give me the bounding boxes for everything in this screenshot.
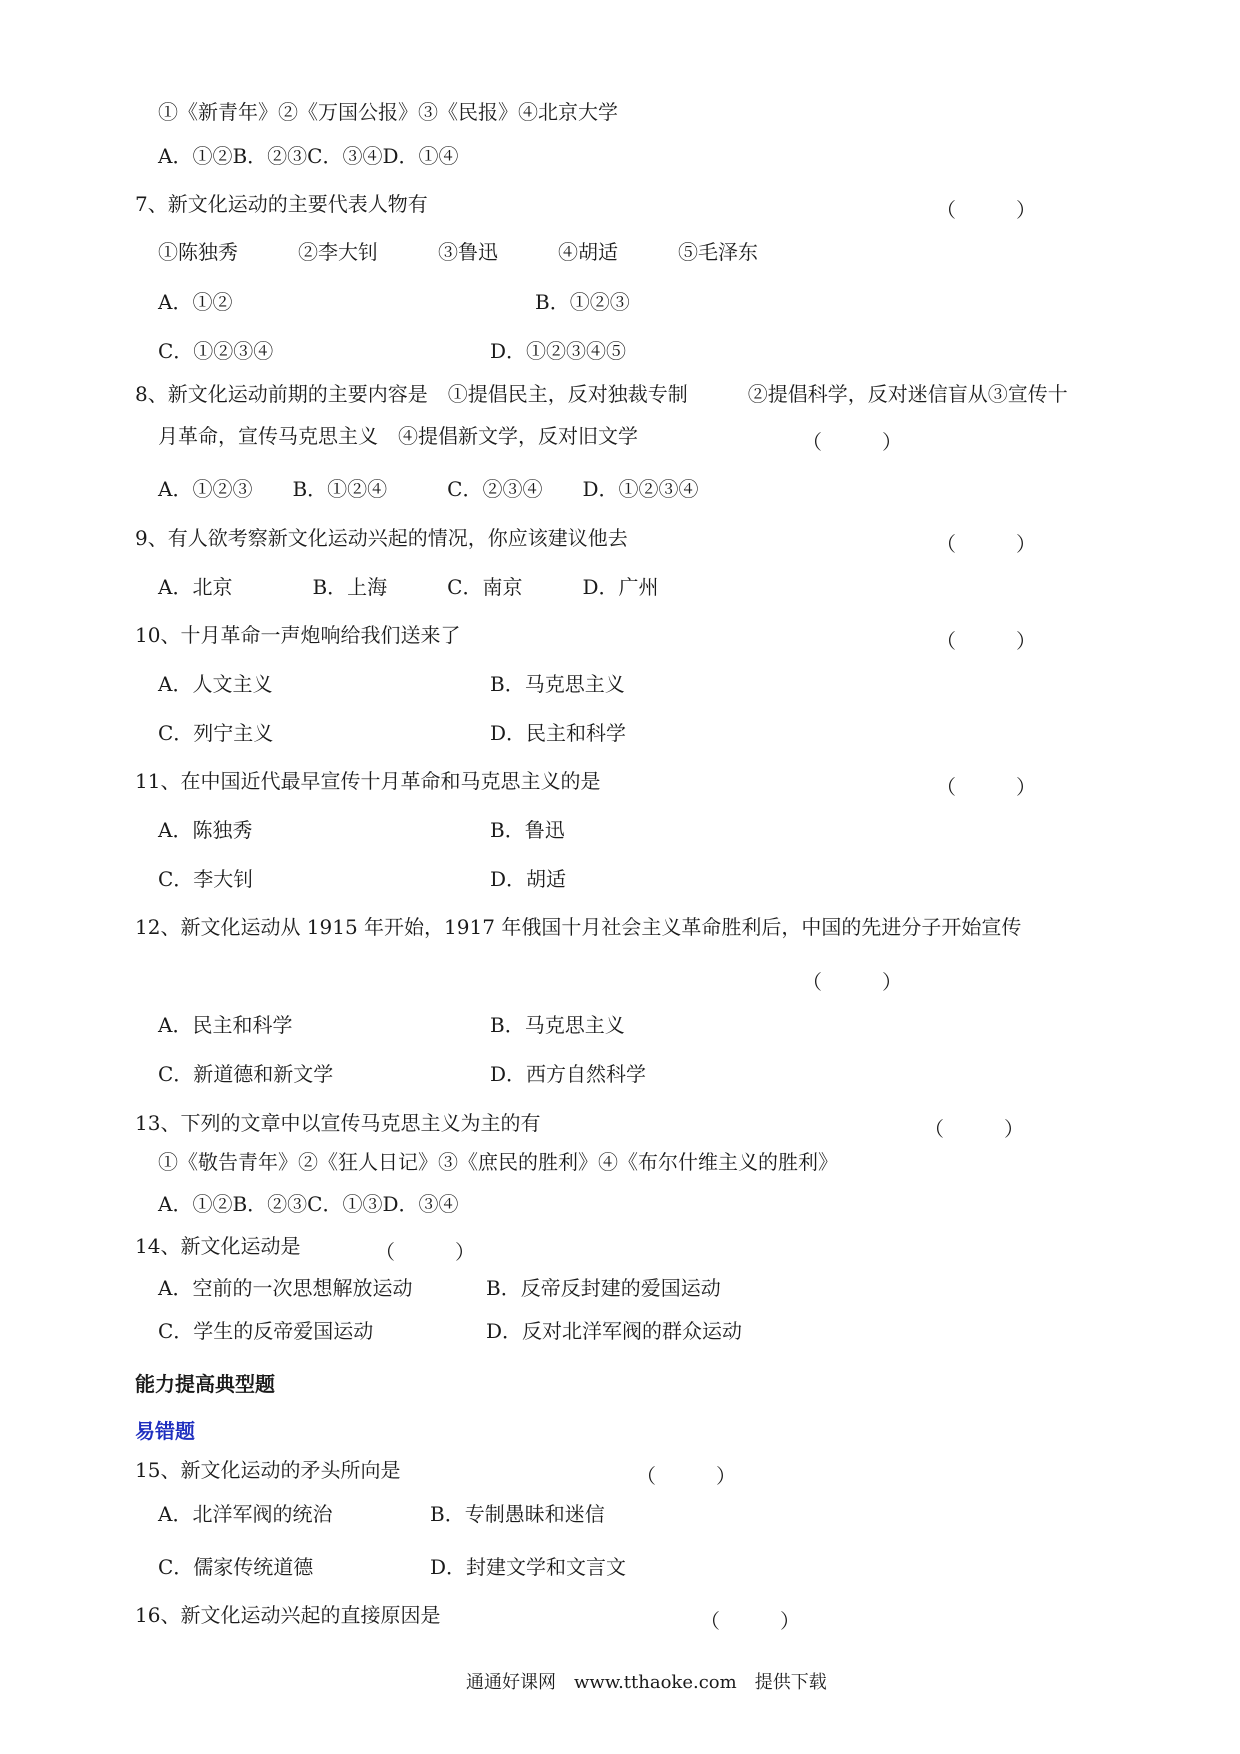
q14-option-c: C．学生的反帝爱国运动 — [158, 1319, 374, 1343]
q15-option-c: C．儒家传统道德 — [158, 1555, 314, 1579]
q12-option-a: A．民主和科学 — [158, 1013, 293, 1037]
q7-option-b: B．①②③ — [535, 290, 630, 314]
q12-option-b: B．马克思主义 — [490, 1013, 625, 1037]
q7-items: ①陈独秀 ②李大钊 ③鲁迅 ④胡适 ⑤毛泽东 — [158, 240, 758, 264]
q10-answer-blank: （ ） — [936, 629, 1036, 653]
q7-option-d: D．①②③④⑤ — [490, 339, 627, 363]
q13-items: ①《敬告青年》②《狂人日记》③《庶民的胜利》④《布尔什维主义的胜利》 — [158, 1150, 838, 1174]
q13-answer-blank: （ ） — [924, 1117, 1024, 1141]
q15-option-a: A．北洋军阀的统治 — [158, 1502, 333, 1526]
q8-answer-blank: （ ） — [802, 430, 902, 454]
q9-options: A．北京 B．上海 C．南京 D．广州 — [158, 575, 659, 599]
q13-stem: 13、下列的文章中以宣传马克思主义为主的有 — [135, 1111, 541, 1135]
q15-option-b: B．专制愚昧和迷信 — [430, 1502, 605, 1526]
subsection-heading: 易错题 — [135, 1419, 195, 1443]
q7-answer-blank: （ ） — [936, 198, 1036, 222]
q11-stem: 11、在中国近代最早宣传十月革命和马克思主义的是 — [135, 769, 601, 793]
q15-answer-blank: （ ） — [636, 1464, 736, 1488]
q10-option-a: A．人文主义 — [158, 672, 273, 696]
q6-options: A．①②B．②③C．③④D．①④ — [158, 144, 459, 168]
q8-stem-line2: 月革命，宣传马克思主义 ④提倡新文学，反对旧文学 — [158, 424, 638, 448]
q14-option-b: B．反帝反封建的爱国运动 — [486, 1276, 721, 1300]
q12-stem: 12、新文化运动从 1915 年开始，1917 年俄国十月社会主义革命胜利后，中国的先进分子开始宣传 — [135, 915, 1022, 939]
q11-option-b: B．鲁迅 — [490, 818, 565, 842]
q10-option-c: C．列宁主义 — [158, 721, 274, 745]
q9-answer-blank: （ ） — [936, 532, 1036, 556]
q10-option-d: D．民主和科学 — [490, 721, 627, 745]
q8-stem-line1: 8、新文化运动前期的主要内容是 ①提倡民主，反对独裁专制 ②提倡科学，反对迷信盲从③宣传十 — [135, 382, 1068, 406]
q12-answer-blank: （ ） — [802, 970, 902, 994]
q14-option-d: D．反对北洋军阀的群众运动 — [486, 1319, 743, 1343]
q14-stem: 14、新文化运动是 — [135, 1234, 301, 1258]
q7-stem: 7、新文化运动的主要代表人物有 — [135, 192, 428, 216]
q8-options: A．①②③ B．①②④ C．②③④ D．①②③④ — [158, 477, 699, 501]
q15-option-d: D．封建文学和文言文 — [430, 1555, 627, 1579]
q14-answer-blank: （ ） — [375, 1240, 475, 1264]
q13-options: A．①②B．②③C．①③D．③④ — [158, 1192, 459, 1216]
q16-answer-blank: （ ） — [700, 1609, 800, 1633]
q16-stem: 16、新文化运动兴起的直接原因是 — [135, 1603, 441, 1627]
q6-items: ①《新青年》②《万国公报》③《民报》④北京大学 — [158, 100, 618, 124]
section-heading: 能力提高典型题 — [135, 1372, 275, 1396]
q12-option-c: C．新道德和新文学 — [158, 1062, 334, 1086]
q14-option-a: A．空前的一次思想解放运动 — [158, 1276, 413, 1300]
q7-option-c: C．①②③④ — [158, 339, 274, 363]
q11-option-a: A．陈独秀 — [158, 818, 253, 842]
q12-option-d: D．西方自然科学 — [490, 1062, 647, 1086]
q11-answer-blank: （ ） — [936, 775, 1036, 799]
q9-stem: 9、有人欲考察新文化运动兴起的情况，你应该建议他去 — [135, 526, 628, 550]
q11-option-d: D．胡适 — [490, 867, 567, 891]
q7-option-a: A．①② — [158, 290, 233, 314]
q11-option-c: C．李大钊 — [158, 867, 254, 891]
q10-stem: 10、十月革命一声炮响给我们送来了 — [135, 623, 461, 647]
q15-stem: 15、新文化运动的矛头所向是 — [135, 1458, 401, 1482]
footer: 通通好课网 www.tthaoke.com 提供下载 — [466, 1672, 827, 1693]
q10-option-b: B．马克思主义 — [490, 672, 625, 696]
